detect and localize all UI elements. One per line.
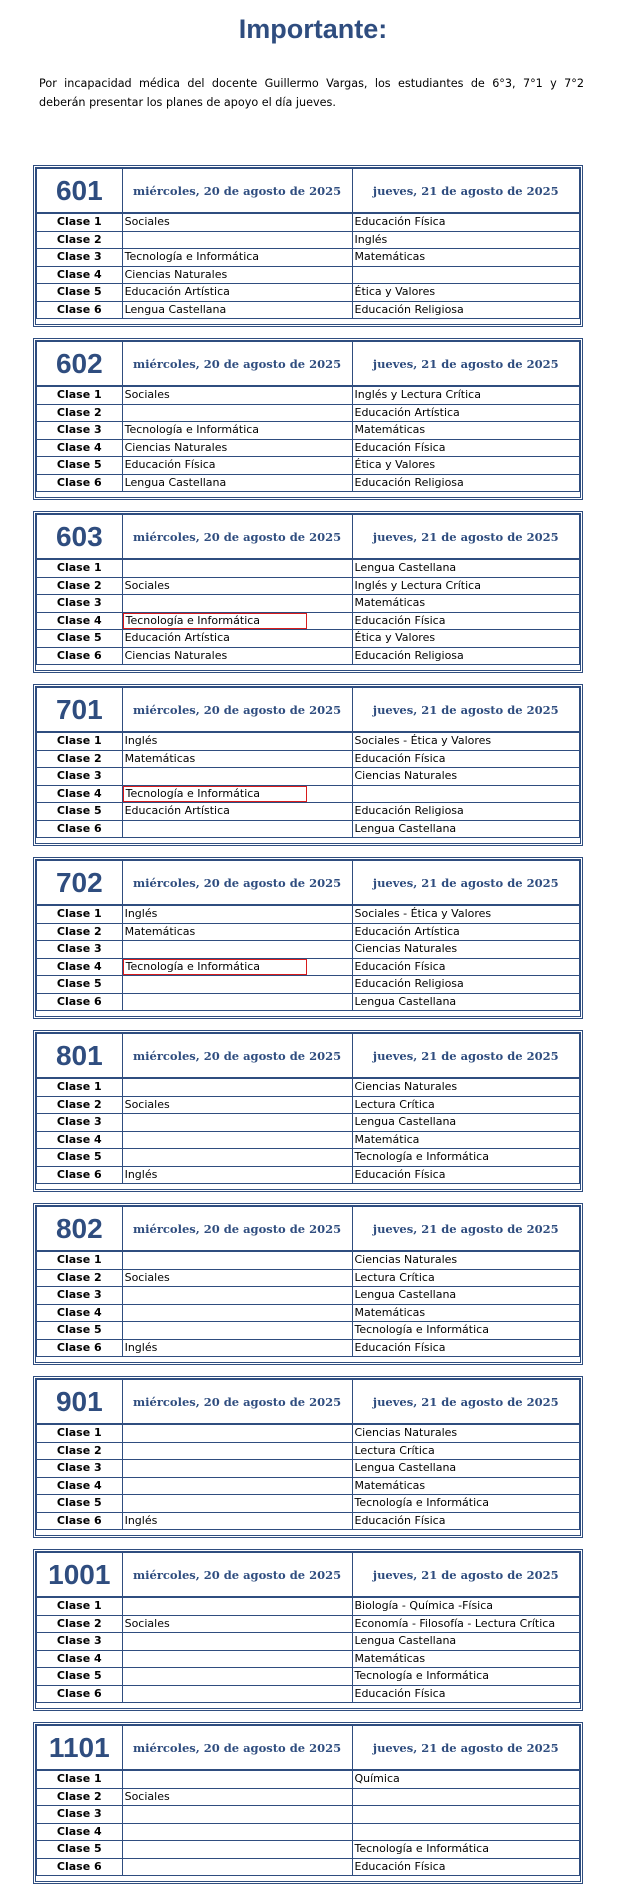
table-row xyxy=(37,404,580,422)
group-code: 601 xyxy=(37,169,123,214)
class-label: Clase 3 xyxy=(37,595,123,613)
wednesday-subject: Inglés xyxy=(122,732,352,750)
thursday-subject: Química xyxy=(352,1770,580,1788)
date-header-wednesday: miércoles, 20 de agosto de 2025 xyxy=(122,169,352,214)
date-header-thursday: jueves, 21 de agosto de 2025 xyxy=(352,1553,580,1598)
table-row xyxy=(37,1442,580,1460)
class-label: Clase 4 xyxy=(37,1823,123,1841)
class-label: Clase 2 xyxy=(37,1269,123,1287)
thursday-subject: Inglés xyxy=(352,231,580,249)
table-header-row xyxy=(37,1207,580,1252)
wednesday-subject: Sociales xyxy=(122,386,352,404)
wednesday-subject xyxy=(122,231,352,249)
wednesday-subject xyxy=(122,785,352,803)
wednesday-subject xyxy=(122,1858,352,1876)
wednesday-subject: Sociales xyxy=(122,213,352,231)
class-label: Clase 5 xyxy=(37,630,123,648)
table-row xyxy=(37,803,580,821)
wednesday-subject xyxy=(122,1460,352,1478)
highlighted-subject: Tecnología e Informática xyxy=(123,959,307,975)
thursday-subject: Tecnología e Informática xyxy=(352,1495,580,1513)
wednesday-subject xyxy=(122,1633,352,1651)
group-code: 602 xyxy=(37,342,123,387)
class-label: Clase 6 xyxy=(37,1339,123,1357)
class-label: Clase 3 xyxy=(37,1114,123,1132)
table-row xyxy=(37,386,580,404)
wednesday-subject: Tecnología e Informática xyxy=(122,249,352,267)
table-row xyxy=(37,1668,580,1686)
thursday-subject: Ética y Valores xyxy=(352,457,580,475)
thursday-subject: Biología - Química -Física xyxy=(352,1597,580,1615)
thursday-subject: Educación Física xyxy=(352,213,580,231)
table-row xyxy=(37,1096,580,1114)
table-row xyxy=(37,976,580,994)
thursday-subject: Educación Física xyxy=(352,1339,580,1357)
wednesday-subject xyxy=(122,1304,352,1322)
class-label: Clase 2 xyxy=(37,1096,123,1114)
thursday-subject: Educación Física xyxy=(352,1685,580,1703)
table-row xyxy=(37,457,580,475)
class-label: Clase 6 xyxy=(37,301,123,319)
table-row xyxy=(37,1597,580,1615)
wednesday-subject: Sociales xyxy=(122,1788,352,1806)
thursday-subject: Lectura Crítica xyxy=(352,1442,580,1460)
wednesday-subject: Educación Física xyxy=(122,457,352,475)
table-row xyxy=(37,439,580,457)
class-label: Clase 3 xyxy=(37,1460,123,1478)
wednesday-subject: Lengua Castellana xyxy=(122,474,352,492)
table-row xyxy=(37,612,580,630)
wednesday-subject: Inglés xyxy=(122,1166,352,1184)
wednesday-subject xyxy=(122,1251,352,1269)
class-label: Clase 3 xyxy=(37,1287,123,1305)
class-label: Clase 4 xyxy=(37,1304,123,1322)
wednesday-subject xyxy=(122,559,352,577)
wednesday-subject: Inglés xyxy=(122,1339,352,1357)
thursday-subject: Educación Artística xyxy=(352,404,580,422)
class-label: Clase 2 xyxy=(37,1615,123,1633)
group-code: 1001 xyxy=(37,1553,123,1598)
schedule-list xyxy=(33,165,583,1895)
thursday-subject: Matemáticas xyxy=(352,1477,580,1495)
table-row xyxy=(37,1424,580,1442)
schedule-table-601 xyxy=(33,165,583,327)
highlighted-subject: Tecnología e Informática xyxy=(123,613,307,629)
table-row xyxy=(37,941,580,959)
class-label: Clase 5 xyxy=(37,1149,123,1167)
thursday-subject: Ciencias Naturales xyxy=(352,1424,580,1442)
class-label: Clase 5 xyxy=(37,1668,123,1686)
class-label: Clase 6 xyxy=(37,1685,123,1703)
table-row xyxy=(37,595,580,613)
thursday-subject xyxy=(352,266,580,284)
thursday-subject: Lengua Castellana xyxy=(352,993,580,1011)
group-code: 603 xyxy=(37,515,123,560)
wednesday-subject: Ciencias Naturales xyxy=(122,439,352,457)
group-code: 702 xyxy=(37,861,123,906)
wednesday-subject xyxy=(122,1770,352,1788)
class-label: Clase 3 xyxy=(37,249,123,267)
class-label: Clase 4 xyxy=(37,1477,123,1495)
class-label: Clase 2 xyxy=(37,1788,123,1806)
thursday-subject: Tecnología e Informática xyxy=(352,1668,580,1686)
notice-text: Por incapacidad médica del docente Guillermo Vargas, los estudiantes de 6°3, 7°1 y 7°2 deberán presentar los planes de apoyo el día jueves. xyxy=(39,77,584,109)
class-label: Clase 5 xyxy=(37,1495,123,1513)
table-header-row xyxy=(37,861,580,906)
table-row xyxy=(37,1512,580,1530)
table-row xyxy=(37,1495,580,1513)
group-code: 801 xyxy=(37,1034,123,1079)
thursday-subject: Economía - Filosofía - Lectura Crítica xyxy=(352,1615,580,1633)
group-code: 901 xyxy=(37,1380,123,1425)
class-label: Clase 3 xyxy=(37,1806,123,1824)
class-label: Clase 1 xyxy=(37,1078,123,1096)
wednesday-subject xyxy=(122,1477,352,1495)
table-header-row xyxy=(37,1553,580,1598)
thursday-subject: Matemáticas xyxy=(352,1304,580,1322)
schedule-table-801 xyxy=(33,1030,583,1192)
class-label: Clase 3 xyxy=(37,1633,123,1651)
thursday-subject: Educación Religiosa xyxy=(352,301,580,319)
thursday-subject: Sociales - Ética y Valores xyxy=(352,732,580,750)
wednesday-subject xyxy=(122,1322,352,1340)
date-header-thursday: jueves, 21 de agosto de 2025 xyxy=(352,342,580,387)
table-row xyxy=(37,301,580,319)
schedule-table-701 xyxy=(33,684,583,846)
wednesday-subject: Sociales xyxy=(122,1615,352,1633)
class-label: Clase 6 xyxy=(37,1166,123,1184)
table-row xyxy=(37,1460,580,1478)
wednesday-subject xyxy=(122,1131,352,1149)
class-label: Clase 4 xyxy=(37,266,123,284)
thursday-subject: Educación Física xyxy=(352,958,580,976)
group-code: 701 xyxy=(37,688,123,733)
thursday-subject: Matemáticas xyxy=(352,249,580,267)
table-row xyxy=(37,905,580,923)
thursday-subject: Lengua Castellana xyxy=(352,1114,580,1132)
table-row xyxy=(37,630,580,648)
thursday-subject: Ciencias Naturales xyxy=(352,768,580,786)
thursday-subject xyxy=(352,785,580,803)
class-label: Clase 4 xyxy=(37,785,123,803)
schedule-table-702 xyxy=(33,857,583,1019)
thursday-subject: Tecnología e Informática xyxy=(352,1322,580,1340)
thursday-subject: Lengua Castellana xyxy=(352,820,580,838)
table-row xyxy=(37,577,580,595)
table-row xyxy=(37,1149,580,1167)
date-header-thursday: jueves, 21 de agosto de 2025 xyxy=(352,861,580,906)
thursday-subject: Educación Física xyxy=(352,1512,580,1530)
date-header-wednesday: miércoles, 20 de agosto de 2025 xyxy=(122,515,352,560)
highlighted-subject: Tecnología e Informática xyxy=(123,786,307,802)
table-row xyxy=(37,750,580,768)
class-label: Clase 1 xyxy=(37,213,123,231)
wednesday-subject xyxy=(122,1650,352,1668)
thursday-subject: Lengua Castellana xyxy=(352,1460,580,1478)
table-row xyxy=(37,1131,580,1149)
wednesday-subject xyxy=(122,820,352,838)
thursday-subject: Ciencias Naturales xyxy=(352,1251,580,1269)
group-code: 802 xyxy=(37,1207,123,1252)
table-row xyxy=(37,1650,580,1668)
class-label: Clase 2 xyxy=(37,577,123,595)
table-row xyxy=(37,1841,580,1859)
class-label: Clase 6 xyxy=(37,1512,123,1530)
table-row xyxy=(37,1633,580,1651)
thursday-subject xyxy=(352,1788,580,1806)
table-row xyxy=(37,266,580,284)
wednesday-subject: Lengua Castellana xyxy=(122,301,352,319)
table-row xyxy=(37,474,580,492)
thursday-subject: Inglés y Lectura Crítica xyxy=(352,577,580,595)
date-header-wednesday: miércoles, 20 de agosto de 2025 xyxy=(122,861,352,906)
wednesday-subject xyxy=(122,1841,352,1859)
table-header-row xyxy=(37,1726,580,1771)
thursday-subject: Educación Física xyxy=(352,439,580,457)
wednesday-subject xyxy=(122,958,352,976)
class-label: Clase 5 xyxy=(37,457,123,475)
table-row xyxy=(37,993,580,1011)
table-row xyxy=(37,768,580,786)
class-label: Clase 6 xyxy=(37,647,123,665)
wednesday-subject xyxy=(122,1287,352,1305)
table-row xyxy=(37,1685,580,1703)
thursday-subject: Educación Religiosa xyxy=(352,474,580,492)
class-label: Clase 5 xyxy=(37,803,123,821)
thursday-subject: Lectura Crítica xyxy=(352,1269,580,1287)
date-header-wednesday: miércoles, 20 de agosto de 2025 xyxy=(122,688,352,733)
class-label: Clase 2 xyxy=(37,923,123,941)
thursday-subject: Matemáticas xyxy=(352,595,580,613)
class-label: Clase 6 xyxy=(37,820,123,838)
class-label: Clase 4 xyxy=(37,1131,123,1149)
thursday-subject xyxy=(352,1823,580,1841)
thursday-subject: Educación Física xyxy=(352,1858,580,1876)
date-header-thursday: jueves, 21 de agosto de 2025 xyxy=(352,169,580,214)
table-row xyxy=(37,1477,580,1495)
schedule-table-901 xyxy=(33,1376,583,1538)
class-label: Clase 3 xyxy=(37,941,123,959)
class-label: Clase 5 xyxy=(37,1322,123,1340)
table-row xyxy=(37,1251,580,1269)
wednesday-subject xyxy=(122,404,352,422)
wednesday-subject xyxy=(122,976,352,994)
class-label: Clase 5 xyxy=(37,284,123,302)
thursday-subject: Educación Religiosa xyxy=(352,976,580,994)
wednesday-subject xyxy=(122,1442,352,1460)
thursday-subject: Ciencias Naturales xyxy=(352,1078,580,1096)
thursday-subject: Educación Religiosa xyxy=(352,647,580,665)
class-label: Clase 2 xyxy=(37,1442,123,1460)
thursday-subject: Sociales - Ética y Valores xyxy=(352,905,580,923)
table-row xyxy=(37,213,580,231)
table-row xyxy=(37,559,580,577)
class-label: Clase 1 xyxy=(37,1597,123,1615)
table-row xyxy=(37,1269,580,1287)
table-header-row xyxy=(37,515,580,560)
thursday-subject: Lengua Castellana xyxy=(352,1287,580,1305)
wednesday-subject: Matemáticas xyxy=(122,923,352,941)
thursday-subject: Tecnología e Informática xyxy=(352,1841,580,1859)
date-header-wednesday: miércoles, 20 de agosto de 2025 xyxy=(122,1380,352,1425)
wednesday-subject xyxy=(122,1495,352,1513)
table-header-row xyxy=(37,1380,580,1425)
class-label: Clase 6 xyxy=(37,993,123,1011)
date-header-wednesday: miércoles, 20 de agosto de 2025 xyxy=(122,1207,352,1252)
wednesday-subject: Sociales xyxy=(122,1269,352,1287)
thursday-subject: Educación Religiosa xyxy=(352,803,580,821)
class-label: Clase 3 xyxy=(37,422,123,440)
table-row xyxy=(37,785,580,803)
wednesday-subject xyxy=(122,768,352,786)
wednesday-subject xyxy=(122,1668,352,1686)
class-label: Clase 4 xyxy=(37,439,123,457)
table-row xyxy=(37,647,580,665)
class-label: Clase 1 xyxy=(37,1770,123,1788)
table-row xyxy=(37,422,580,440)
wednesday-subject xyxy=(122,941,352,959)
schedule-table-602 xyxy=(33,338,583,500)
wednesday-subject xyxy=(122,1823,352,1841)
schedule-table-603 xyxy=(33,511,583,673)
thursday-subject: Ética y Valores xyxy=(352,630,580,648)
wednesday-subject: Inglés xyxy=(122,905,352,923)
class-label: Clase 1 xyxy=(37,1424,123,1442)
wednesday-subject: Sociales xyxy=(122,577,352,595)
date-header-thursday: jueves, 21 de agosto de 2025 xyxy=(352,1207,580,1252)
table-row xyxy=(37,1788,580,1806)
thursday-subject: Lectura Crítica xyxy=(352,1096,580,1114)
table-row xyxy=(37,1304,580,1322)
date-header-thursday: jueves, 21 de agosto de 2025 xyxy=(352,688,580,733)
class-label: Clase 6 xyxy=(37,474,123,492)
table-row xyxy=(37,249,580,267)
page-title: Importante: xyxy=(238,14,388,44)
wednesday-subject: Ciencias Naturales xyxy=(122,647,352,665)
wednesday-subject xyxy=(122,595,352,613)
class-label: Clase 2 xyxy=(37,231,123,249)
table-header-row xyxy=(37,1034,580,1079)
table-row xyxy=(37,958,580,976)
wednesday-subject xyxy=(122,612,352,630)
class-label: Clase 1 xyxy=(37,386,123,404)
table-row xyxy=(37,923,580,941)
wednesday-subject xyxy=(122,1597,352,1615)
table-row xyxy=(37,1322,580,1340)
date-header-wednesday: miércoles, 20 de agosto de 2025 xyxy=(122,1553,352,1598)
class-label: Clase 1 xyxy=(37,732,123,750)
date-header-wednesday: miércoles, 20 de agosto de 2025 xyxy=(122,342,352,387)
class-label: Clase 6 xyxy=(37,1858,123,1876)
table-row xyxy=(37,231,580,249)
wednesday-subject: Educación Artística xyxy=(122,630,352,648)
table-row xyxy=(37,1858,580,1876)
class-label: Clase 2 xyxy=(37,404,123,422)
date-header-wednesday: miércoles, 20 de agosto de 2025 xyxy=(122,1726,352,1771)
thursday-subject: Matemática xyxy=(352,1131,580,1149)
class-label: Clase 5 xyxy=(37,1841,123,1859)
wednesday-subject: Tecnología e Informática xyxy=(122,422,352,440)
table-row xyxy=(37,1078,580,1096)
date-header-thursday: jueves, 21 de agosto de 2025 xyxy=(352,1034,580,1079)
table-row xyxy=(37,820,580,838)
wednesday-subject: Educación Artística xyxy=(122,284,352,302)
thursday-subject: Matemáticas xyxy=(352,1650,580,1668)
table-row xyxy=(37,284,580,302)
class-label: Clase 4 xyxy=(37,612,123,630)
class-label: Clase 1 xyxy=(37,559,123,577)
schedule-table-802 xyxy=(33,1203,583,1365)
thursday-subject: Matemáticas xyxy=(352,422,580,440)
thursday-subject: Tecnología e Informática xyxy=(352,1149,580,1167)
class-label: Clase 4 xyxy=(37,1650,123,1668)
date-header-thursday: jueves, 21 de agosto de 2025 xyxy=(352,515,580,560)
wednesday-subject xyxy=(122,1424,352,1442)
class-label: Clase 1 xyxy=(37,1251,123,1269)
wednesday-subject: Inglés xyxy=(122,1512,352,1530)
table-row xyxy=(37,1339,580,1357)
date-header-wednesday: miércoles, 20 de agosto de 2025 xyxy=(122,1034,352,1079)
class-label: Clase 5 xyxy=(37,976,123,994)
date-header-thursday: jueves, 21 de agosto de 2025 xyxy=(352,1726,580,1771)
table-row xyxy=(37,1823,580,1841)
wednesday-subject: Ciencias Naturales xyxy=(122,266,352,284)
table-row xyxy=(37,1114,580,1132)
thursday-subject: Lengua Castellana xyxy=(352,1633,580,1651)
thursday-subject: Inglés y Lectura Crítica xyxy=(352,386,580,404)
schedule-table-1001 xyxy=(33,1549,583,1711)
thursday-subject xyxy=(352,1806,580,1824)
thursday-subject: Ciencias Naturales xyxy=(352,941,580,959)
class-label: Clase 4 xyxy=(37,958,123,976)
wednesday-subject xyxy=(122,993,352,1011)
group-code: 1101 xyxy=(37,1726,123,1771)
class-label: Clase 1 xyxy=(37,905,123,923)
table-header-row xyxy=(37,688,580,733)
table-row xyxy=(37,732,580,750)
table-row xyxy=(37,1615,580,1633)
thursday-subject: Educación Artística xyxy=(352,923,580,941)
date-header-thursday: jueves, 21 de agosto de 2025 xyxy=(352,1380,580,1425)
thursday-subject: Educación Física xyxy=(352,750,580,768)
class-label: Clase 2 xyxy=(37,750,123,768)
wednesday-subject xyxy=(122,1078,352,1096)
schedule-table-1101 xyxy=(33,1722,583,1884)
wednesday-subject xyxy=(122,1149,352,1167)
wednesday-subject xyxy=(122,1806,352,1824)
wednesday-subject: Matemáticas xyxy=(122,750,352,768)
table-header-row xyxy=(37,169,580,214)
wednesday-subject: Educación Artística xyxy=(122,803,352,821)
wednesday-subject xyxy=(122,1685,352,1703)
table-row xyxy=(37,1806,580,1824)
table-row xyxy=(37,1770,580,1788)
class-label: Clase 3 xyxy=(37,768,123,786)
table-header-row xyxy=(37,342,580,387)
wednesday-subject: Sociales xyxy=(122,1096,352,1114)
thursday-subject: Lengua Castellana xyxy=(352,559,580,577)
thursday-subject: Ética y Valores xyxy=(352,284,580,302)
thursday-subject: Educación Física xyxy=(352,1166,580,1184)
thursday-subject: Educación Física xyxy=(352,612,580,630)
table-row xyxy=(37,1166,580,1184)
wednesday-subject xyxy=(122,1114,352,1132)
table-row xyxy=(37,1287,580,1305)
